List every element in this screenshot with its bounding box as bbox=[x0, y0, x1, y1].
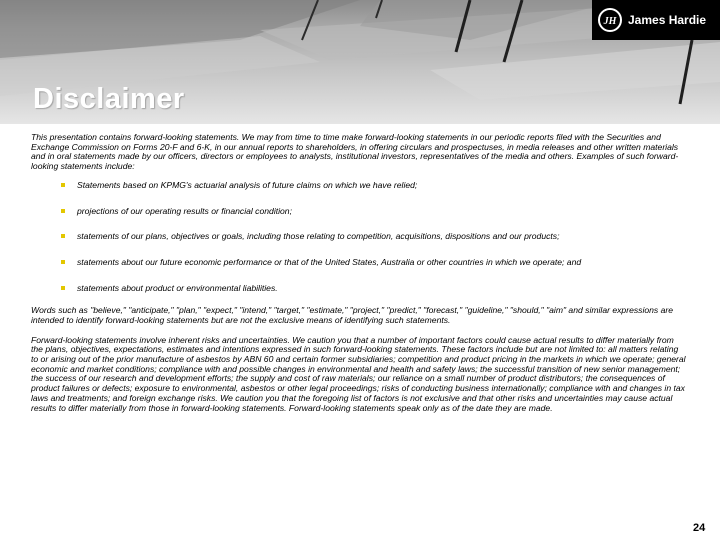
bullet-icon bbox=[61, 260, 65, 264]
bullet-icon bbox=[61, 286, 65, 290]
disclaimer-body bbox=[31, 133, 686, 413]
header-banner bbox=[0, 0, 720, 124]
keywords-paragraph: Words such as "believe," "anticipate," "plan," "expect," "intend," "target," "estimate," "project," "predict," "forecast," "guideline," "should," "aim" and similar expressions are intended to identify forward-looking statements but are not the exclusive means of identifying such statements. bbox=[31, 305, 674, 325]
page-title: Disclaimer bbox=[33, 83, 185, 115]
bullet-icon bbox=[61, 183, 65, 187]
intro-paragraph: This presentation contains forward-looking statements. We may from time to time make forward-looking statements in our periodic reports filed with the Securities and Exchange Commission on Forms 20-F and 6-K, in our annual reports to shareholders, in offering circulars and prospectuses, in media releases and other written materials and in oral statements made by our officers, directors or employees to analysts, institutional investors, representatives of the media and others. Examples of such forward-looking statements include: bbox=[31, 132, 679, 172]
list-item: projections of our operating results or financial condition; bbox=[31, 206, 686, 232]
list-item: statements about our future economic performance or that of the United States, Australia or other countries in which we operate; and bbox=[31, 257, 686, 283]
list-item: Statements based on KPMG's actuarial analysis of future claims on which we have relied; bbox=[31, 180, 686, 206]
bullet-icon bbox=[61, 209, 65, 213]
list-item: statements about product or environmental liabilities. bbox=[31, 283, 686, 309]
logo-mark-icon bbox=[598, 8, 622, 32]
svg-text:JH: JH bbox=[603, 16, 617, 27]
bullet-icon bbox=[61, 234, 65, 238]
examples-list bbox=[31, 180, 686, 308]
list-item: statements of our plans, objectives or goals, including those relating to competition, acquisitions, dispositions and our products; bbox=[31, 231, 686, 257]
company-logo bbox=[592, 0, 720, 40]
page-number: 24 bbox=[693, 522, 706, 534]
logo-text: James Hardie bbox=[628, 13, 707, 27]
risks-paragraph: Forward-looking statements involve inherent risks and uncertainties. We caution you that a number of important factors could cause actual results to differ materially from the plans, objectives, expectations, estimates and intentions expressed in such forward-looking statements. These factors include but are not limited to: all matters relating to or arising out of the prior manufacture of asbestos by ABN 60 and certain former subsidiaries; competition and product pricing in the markets in which we operate; general economic and market conditions; compliance with and possible changes in environmental and health and safety laws; the successful transition of new senior management; the success of our research and development efforts; the supply and cost of raw materials; our reliance on a small number of product distributors; the consequences of product failures or defects; exposure to environmental, asbestos or other legal proceedings; risks of conducting business internationally; compliance with and changes in tax laws and treatments; and foreign exchange risks. We caution you that the foregoing list of factors is not exclusive and that other risks and uncertainties may cause actual results to differ materially from those in forward-looking statements. Forward-looking statements speak only as of the date they are made. bbox=[31, 334, 686, 413]
